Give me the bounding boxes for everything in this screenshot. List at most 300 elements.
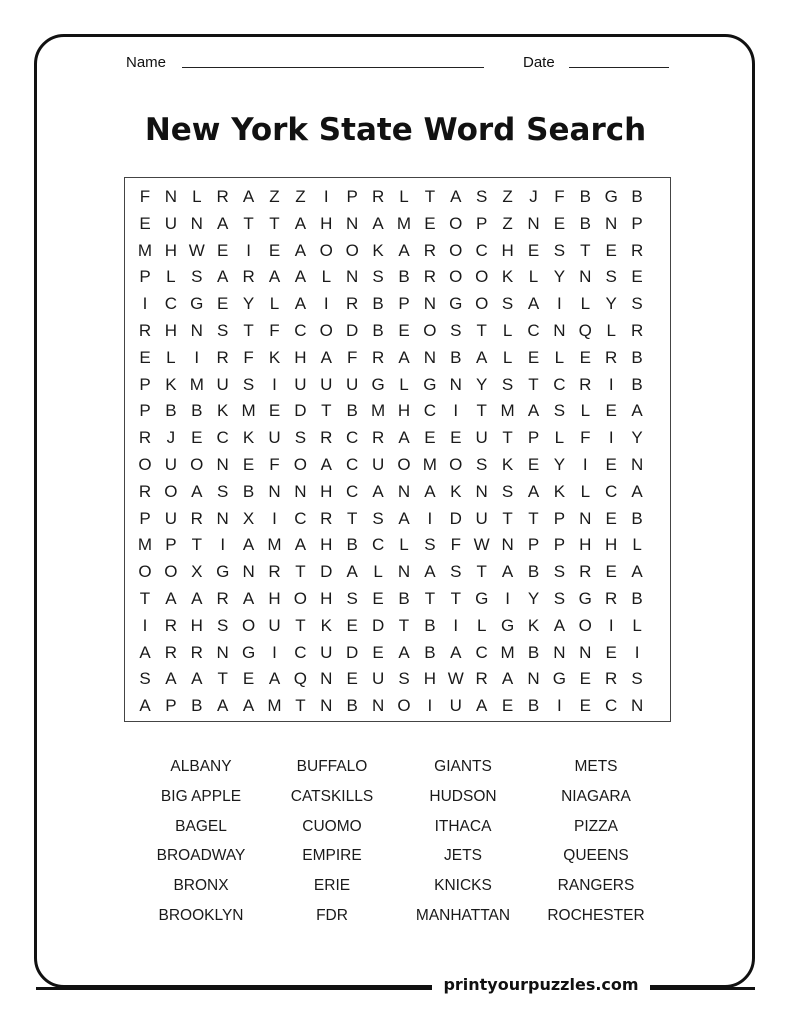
grid-letter: L bbox=[528, 267, 539, 287]
grid-letter: N bbox=[397, 481, 411, 501]
grid-letter: A bbox=[631, 401, 643, 421]
grid-letter: Y bbox=[527, 589, 540, 608]
grid-letter: A bbox=[631, 481, 643, 501]
grid-letter: A bbox=[527, 294, 540, 314]
grid-letter: S bbox=[372, 508, 384, 528]
grid-letter: T bbox=[295, 615, 306, 635]
grid-row bbox=[125, 238, 670, 264]
grid-letter: L bbox=[373, 562, 383, 582]
grid-letter: A bbox=[191, 669, 203, 689]
word-list-item: BUFFALO bbox=[296, 758, 368, 775]
grid-letter: U bbox=[320, 374, 333, 394]
grid-letter: I bbox=[427, 508, 433, 528]
grid-letter: G bbox=[500, 615, 515, 635]
grid-letter: F bbox=[580, 428, 591, 448]
grid-letter: R bbox=[605, 589, 618, 608]
grid-letter: Y bbox=[242, 294, 255, 314]
grid-letter: N bbox=[630, 455, 644, 474]
grid-letter: A bbox=[320, 347, 332, 367]
grid-letter: E bbox=[605, 642, 617, 662]
grid-letter: S bbox=[294, 428, 307, 448]
grid-letter: C bbox=[527, 321, 540, 340]
grid-letter: K bbox=[450, 481, 462, 501]
grid-letter: U bbox=[371, 455, 385, 474]
grid-letter: I bbox=[246, 240, 251, 260]
grid-letter: B bbox=[346, 401, 358, 421]
grid-row bbox=[125, 666, 670, 692]
grid-letter: R bbox=[371, 347, 385, 367]
word-list-item: JETS bbox=[444, 847, 482, 865]
grid-letter: B bbox=[191, 401, 203, 421]
grid-letter: A bbox=[268, 267, 281, 287]
grid-letter: E bbox=[579, 696, 591, 716]
grid-letter: B bbox=[424, 615, 436, 635]
grid-letter: C bbox=[423, 401, 437, 421]
grid-letter: E bbox=[527, 347, 540, 367]
grid-letter: E bbox=[217, 240, 229, 260]
grid-letter: I bbox=[142, 294, 148, 314]
grid-letter: C bbox=[346, 481, 359, 501]
grid-letter: F bbox=[554, 187, 565, 206]
grid-letter: T bbox=[476, 321, 487, 340]
grid-letter: L bbox=[606, 321, 616, 340]
grid-letter: A bbox=[346, 562, 358, 582]
grid-letter: W bbox=[188, 240, 205, 260]
grid-letter: T bbox=[580, 240, 591, 260]
grid-letter: E bbox=[139, 213, 151, 233]
grid-letter: A bbox=[217, 267, 229, 287]
grid-letter: N bbox=[423, 294, 437, 314]
word-list-item: EMPIRE bbox=[302, 847, 362, 865]
grid-letter: E bbox=[605, 240, 617, 260]
grid-letter: X bbox=[191, 562, 203, 582]
grid-letter: N bbox=[527, 213, 540, 233]
grid-letter: S bbox=[605, 267, 617, 287]
grid-letter: H bbox=[501, 240, 514, 260]
grid-letter: G bbox=[371, 374, 385, 394]
grid-letter: A bbox=[527, 401, 540, 421]
grid-letter: R bbox=[216, 347, 229, 367]
grid-letter: O bbox=[138, 455, 152, 474]
grid-letter: M bbox=[137, 535, 153, 555]
grid-letter: T bbox=[243, 213, 254, 233]
word-list-item: QUEENS bbox=[563, 847, 629, 865]
grid-letter: B bbox=[527, 562, 540, 582]
grid-letter: B bbox=[346, 535, 358, 555]
grid-letter: C bbox=[346, 428, 359, 448]
grid-letter: T bbox=[450, 589, 461, 608]
grid-letter: N bbox=[294, 481, 307, 501]
grid-letter: U bbox=[475, 508, 488, 528]
page-title: New York State Word Search bbox=[144, 112, 647, 148]
grid-letter: U bbox=[346, 374, 359, 394]
grid-letter: C bbox=[475, 642, 488, 662]
grid-letter: A bbox=[139, 642, 151, 662]
grid-letter: O bbox=[164, 481, 178, 501]
grid-letter: E bbox=[346, 669, 358, 689]
grid-row bbox=[125, 372, 670, 398]
grid-letter: R bbox=[216, 187, 229, 206]
grid-letter: U bbox=[164, 213, 178, 233]
grid-letter: A bbox=[294, 267, 307, 287]
grid-letter: A bbox=[268, 669, 281, 689]
grid-letter: A bbox=[372, 481, 384, 501]
grid-letter: P bbox=[631, 213, 643, 233]
grid-letter: E bbox=[242, 455, 255, 474]
grid-letter: K bbox=[268, 347, 281, 367]
grid-letter: H bbox=[268, 589, 281, 608]
grid-letter: M bbox=[396, 213, 412, 233]
grid-letter: U bbox=[449, 696, 462, 716]
grid-letter: N bbox=[216, 508, 229, 528]
grid-letter: C bbox=[371, 535, 385, 555]
letter-grid bbox=[124, 177, 671, 722]
grid-letter: S bbox=[191, 267, 203, 287]
grid-letter: L bbox=[580, 401, 591, 421]
grid-letter: T bbox=[476, 562, 487, 582]
name-label: Name bbox=[126, 54, 167, 71]
word-list-item: BIG APPLE bbox=[160, 787, 242, 805]
grid-letter: O bbox=[345, 240, 359, 260]
grid-letter: D bbox=[346, 321, 359, 340]
grid-letter: A bbox=[139, 696, 151, 716]
grid-letter: A bbox=[372, 213, 384, 233]
grid-letter: B bbox=[450, 347, 462, 367]
grid-letter: S bbox=[139, 669, 151, 689]
grid-letter: I bbox=[272, 508, 277, 528]
grid-letter: Y bbox=[553, 267, 566, 287]
grid-letter: E bbox=[268, 240, 281, 260]
grid-letter: N bbox=[190, 321, 203, 340]
grid-letter: R bbox=[164, 642, 178, 662]
grid-letter: B bbox=[527, 696, 540, 716]
word-list-item: KNICKS bbox=[434, 877, 492, 895]
grid-letter: C bbox=[294, 508, 307, 528]
grid-letter: F bbox=[450, 535, 461, 555]
grid-letter: K bbox=[217, 401, 229, 421]
grid-letter: R bbox=[579, 374, 592, 394]
grid-letter: O bbox=[293, 455, 307, 474]
grid-letter: I bbox=[608, 374, 614, 394]
grid-letter: M bbox=[241, 401, 256, 421]
grid-letter: S bbox=[501, 481, 514, 501]
grid-letter: N bbox=[501, 535, 514, 555]
grid-letter: H bbox=[397, 401, 411, 421]
grid-letter: B bbox=[191, 696, 203, 716]
grid-letter: N bbox=[371, 696, 385, 716]
grid-letter: L bbox=[502, 347, 513, 367]
grid-letter: H bbox=[579, 535, 592, 555]
grid-letter: B bbox=[631, 589, 643, 608]
grid-letter: E bbox=[424, 428, 436, 448]
grid-letter: A bbox=[242, 589, 255, 608]
grid-letter: P bbox=[553, 535, 566, 555]
grid-letter: F bbox=[139, 187, 151, 206]
grid-letter: S bbox=[217, 481, 229, 501]
grid-letter: M bbox=[500, 401, 515, 421]
grid-letter: C bbox=[164, 294, 178, 314]
grid-letter: T bbox=[321, 401, 332, 421]
grid-letter: A bbox=[398, 508, 410, 528]
grid-letter: K bbox=[165, 374, 177, 394]
grid-letter: U bbox=[294, 374, 307, 394]
grid-letter: N bbox=[216, 455, 229, 474]
grid-letter: L bbox=[554, 428, 565, 448]
grid-letter: P bbox=[527, 428, 540, 448]
grid-letter: T bbox=[476, 401, 487, 421]
word-list-item: MANHATTAN bbox=[415, 907, 511, 924]
grid-letter: H bbox=[320, 481, 333, 501]
grid-letter: M bbox=[189, 374, 204, 394]
grid-letter: P bbox=[346, 187, 358, 206]
grid-letter: C bbox=[605, 696, 618, 716]
grid-letter: E bbox=[191, 428, 203, 448]
grid-letter: O bbox=[397, 455, 411, 474]
grid-letter: Y bbox=[553, 455, 566, 474]
grid-letter: R bbox=[138, 481, 152, 501]
grid-letter: N bbox=[216, 642, 229, 662]
grid-letter: I bbox=[272, 642, 277, 662]
grid-letter: S bbox=[398, 669, 410, 689]
grid-row bbox=[125, 532, 670, 558]
grid-letter: G bbox=[216, 562, 230, 582]
grid-letter: A bbox=[191, 481, 203, 501]
grid-letter: R bbox=[423, 267, 437, 287]
grid-letter: S bbox=[553, 240, 566, 260]
grid-letter: N bbox=[320, 669, 333, 689]
grid-letter: E bbox=[372, 589, 384, 608]
grid-letter: L bbox=[554, 347, 565, 367]
grid-letter: B bbox=[631, 374, 643, 394]
grid-letter: A bbox=[217, 696, 229, 716]
grid-letter: A bbox=[398, 240, 410, 260]
grid-letter: C bbox=[475, 240, 488, 260]
grid-letter: S bbox=[346, 589, 358, 608]
grid-letter: C bbox=[216, 428, 229, 448]
word-list-item: GIANTS bbox=[434, 758, 492, 775]
grid-letter: P bbox=[139, 401, 151, 421]
word-list-item: ITHACA bbox=[434, 817, 492, 835]
grid-letter: T bbox=[502, 428, 513, 448]
grid-letter: N bbox=[397, 562, 411, 582]
grid-letter: A bbox=[501, 669, 514, 689]
grid-letter: A bbox=[398, 642, 410, 662]
grid-letter: I bbox=[323, 187, 329, 206]
grid-row bbox=[125, 345, 670, 371]
grid-letter: I bbox=[453, 615, 459, 635]
grid-letter: H bbox=[423, 669, 437, 689]
grid-letter: D bbox=[294, 401, 307, 421]
grid-letter: E bbox=[527, 455, 540, 474]
grid-row bbox=[125, 291, 670, 317]
grid-letter: D bbox=[449, 508, 462, 528]
grid-letter: L bbox=[166, 347, 176, 367]
grid-letter: L bbox=[502, 321, 513, 340]
grid-letter: T bbox=[295, 696, 306, 716]
grid-letter: G bbox=[190, 294, 204, 314]
grid-letter: E bbox=[605, 401, 617, 421]
grid-row bbox=[125, 211, 670, 237]
grid-letter: G bbox=[241, 642, 256, 662]
grid-letter: Y bbox=[476, 374, 488, 394]
grid-letter: O bbox=[397, 696, 411, 716]
grid-letter: R bbox=[346, 294, 359, 314]
grid-letter: E bbox=[139, 347, 151, 367]
grid-letter: A bbox=[294, 240, 307, 260]
grid-letter: O bbox=[293, 589, 307, 608]
grid-letter: O bbox=[138, 562, 152, 582]
grid-letter: T bbox=[502, 508, 513, 528]
grid-letter: R bbox=[242, 267, 255, 287]
grid-letter: K bbox=[501, 455, 514, 474]
grid-letter: R bbox=[190, 642, 203, 662]
grid-letter: R bbox=[320, 428, 333, 448]
grid-letter: E bbox=[398, 321, 410, 340]
grid-letter: O bbox=[449, 267, 463, 287]
grid-letter: N bbox=[346, 267, 359, 287]
grid-letter: A bbox=[242, 696, 255, 716]
grid-letter: N bbox=[346, 213, 359, 233]
grid-letter: D bbox=[346, 642, 359, 662]
grid-letter: M bbox=[267, 535, 282, 555]
grid-letter: S bbox=[450, 321, 462, 340]
grid-letter: H bbox=[320, 535, 333, 555]
grid-row bbox=[125, 264, 670, 290]
grid-letter: N bbox=[553, 321, 566, 340]
grid-letter: T bbox=[295, 562, 306, 582]
footer-rule-left bbox=[36, 987, 432, 990]
grid-letter: I bbox=[608, 428, 614, 448]
date-line bbox=[569, 67, 669, 68]
grid-letter: B bbox=[398, 267, 410, 287]
grid-letter: B bbox=[631, 347, 643, 367]
grid-letter: U bbox=[164, 455, 178, 474]
grid-letter: A bbox=[242, 535, 255, 555]
grid-letter: Y bbox=[631, 428, 643, 448]
grid-letter: I bbox=[220, 535, 226, 555]
grid-letter: I bbox=[557, 696, 562, 716]
grid-letter: S bbox=[553, 562, 566, 582]
grid-letter: S bbox=[450, 562, 462, 582]
grid-letter: G bbox=[604, 187, 618, 206]
grid-letter: B bbox=[372, 294, 384, 314]
grid-letter: L bbox=[580, 294, 591, 314]
grid-letter: N bbox=[190, 213, 203, 233]
grid-letter: O bbox=[423, 321, 437, 340]
grid-letter: R bbox=[138, 428, 152, 448]
grid-letter: O bbox=[449, 455, 463, 474]
grid-letter: H bbox=[294, 347, 307, 367]
grid-letter: A bbox=[424, 481, 436, 501]
grid-row bbox=[125, 506, 670, 532]
grid-letter: Z bbox=[502, 187, 513, 206]
grid-letter: O bbox=[164, 562, 178, 582]
grid-letter: T bbox=[398, 615, 410, 635]
grid-letter: S bbox=[217, 615, 229, 635]
grid-letter: K bbox=[372, 240, 384, 260]
grid-letter: U bbox=[371, 669, 385, 689]
grid-letter: Q bbox=[578, 321, 592, 340]
grid-letter: N bbox=[423, 347, 437, 367]
grid-letter: T bbox=[139, 589, 151, 608]
name-line bbox=[182, 67, 484, 68]
grid-letter: E bbox=[579, 669, 591, 689]
grid-row bbox=[125, 640, 670, 666]
word-list-item: CUOMO bbox=[302, 817, 362, 835]
grid-letter: T bbox=[243, 321, 254, 340]
grid-letter: R bbox=[268, 562, 281, 582]
grid-letter: E bbox=[450, 428, 462, 448]
grid-letter: U bbox=[320, 642, 333, 662]
grid-letter: E bbox=[631, 267, 643, 287]
grid-letter: U bbox=[268, 615, 281, 635]
word-list-item: ROCHESTER bbox=[547, 907, 645, 924]
grid-letter: E bbox=[501, 696, 514, 716]
grid-letter: O bbox=[190, 455, 204, 474]
grid-letter: T bbox=[424, 589, 436, 608]
grid-letter: L bbox=[632, 615, 642, 635]
word-list-item: BAGEL bbox=[175, 817, 227, 835]
grid-letter: E bbox=[605, 508, 617, 528]
grid-letter: F bbox=[243, 347, 254, 367]
grid-letter: D bbox=[371, 615, 385, 635]
footer-rule-right bbox=[650, 987, 755, 990]
grid-letter: T bbox=[269, 213, 280, 233]
grid-letter: R bbox=[475, 669, 488, 689]
grid-letter: F bbox=[269, 455, 280, 474]
grid-letter: S bbox=[242, 374, 255, 394]
grid-letter: P bbox=[165, 535, 177, 555]
grid-letter: W bbox=[473, 535, 490, 555]
grid-letter: I bbox=[582, 455, 588, 474]
grid-letter: O bbox=[449, 213, 463, 233]
grid-letter: P bbox=[165, 696, 177, 716]
grid-letter: I bbox=[557, 294, 562, 314]
grid-letter: E bbox=[605, 455, 617, 474]
grid-letter: B bbox=[398, 589, 410, 608]
grid-letter: R bbox=[605, 669, 618, 689]
grid-letter: L bbox=[166, 267, 176, 287]
grid-letter: L bbox=[399, 535, 409, 555]
grid-letter: B bbox=[165, 401, 177, 421]
grid-letter: H bbox=[605, 535, 618, 555]
grid-letter: A bbox=[527, 481, 540, 501]
grid-letter: J bbox=[166, 428, 176, 448]
grid-letter: R bbox=[605, 347, 618, 367]
grid-letter: A bbox=[450, 187, 462, 206]
grid-row bbox=[125, 318, 670, 344]
footer-site: printyourpuzzles.com bbox=[432, 975, 650, 994]
grid-letter: U bbox=[475, 428, 488, 448]
word-list-item: NIAGARA bbox=[561, 787, 631, 805]
word-list-item: CATSKILLS bbox=[290, 787, 374, 805]
grid-letter: E bbox=[268, 401, 281, 421]
grid-letter: O bbox=[475, 294, 489, 314]
grid-letter: I bbox=[427, 696, 433, 716]
grid-letter: U bbox=[268, 428, 281, 448]
grid-letter: P bbox=[553, 508, 566, 528]
grid-letter: N bbox=[242, 562, 255, 582]
grid-row bbox=[125, 693, 670, 719]
grid-letter: R bbox=[371, 428, 385, 448]
grid-letter: Z bbox=[295, 187, 306, 206]
grid-letter: I bbox=[453, 401, 459, 421]
grid-letter: T bbox=[528, 508, 539, 528]
grid-letter: T bbox=[424, 187, 436, 206]
grid-letter: R bbox=[423, 240, 437, 260]
grid-letter: X bbox=[242, 508, 255, 528]
grid-row bbox=[125, 425, 670, 451]
